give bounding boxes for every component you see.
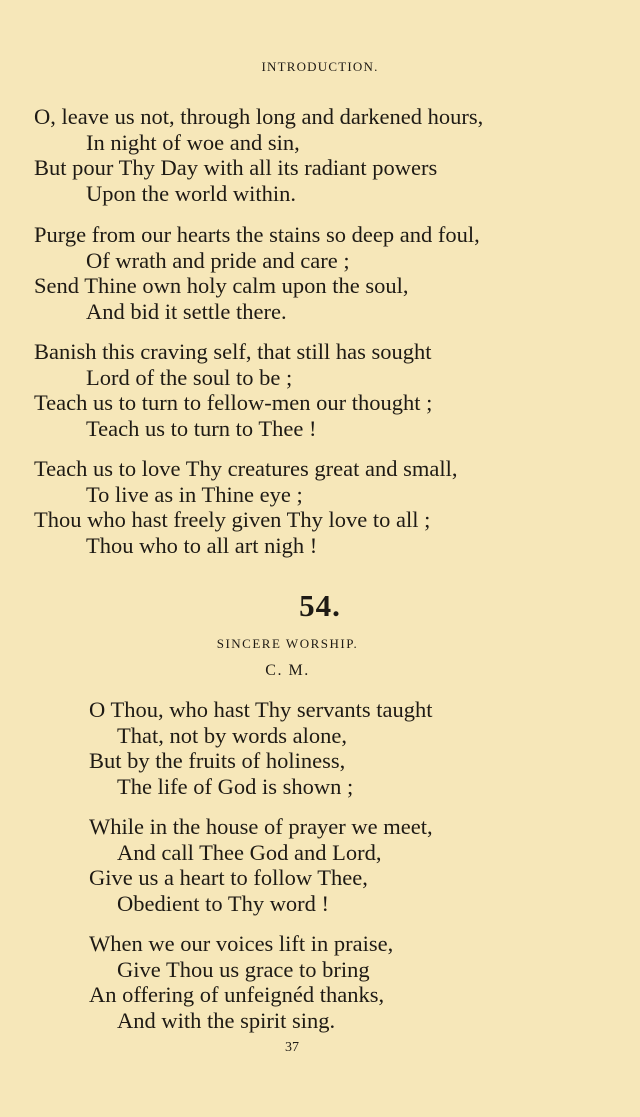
- hymn-stanza-1: [89, 697, 433, 799]
- verse-line: In night of woe and sin,: [86, 129, 300, 155]
- verse-line: And call Thee God and Lord,: [117, 839, 382, 865]
- stanza-3: [34, 339, 432, 441]
- page-number: 37: [285, 1040, 299, 1055]
- running-header: INTRODUCTION.: [261, 59, 379, 74]
- verse-line: Banish this craving self, that still has sought: [34, 339, 432, 364]
- verse-line: Lord of the soul to be ;: [86, 364, 293, 390]
- verse-line: Of wrath and pride and care ;: [86, 247, 350, 273]
- verse-line: And with the spirit sing.: [117, 1007, 336, 1033]
- verse-line: When we our voices lift in praise,: [89, 931, 394, 956]
- verse-line: Teach us to turn to fellow-men our thought ;: [34, 390, 433, 416]
- stanza-1: [34, 104, 483, 206]
- verse-line: Purge from our hearts the stains so deep and foul,: [34, 222, 480, 247]
- hymn-stanza-3: [89, 931, 393, 1033]
- verse-line: Teach us to love Thy creatures great and small,: [34, 456, 458, 481]
- hymn-meter: C. M.: [265, 662, 310, 679]
- verse-line: Obedient to Thy word !: [117, 890, 330, 916]
- verse-line: The life of God is shown ;: [117, 773, 354, 799]
- verse-line: But pour Thy Day with all its radiant powers: [34, 155, 438, 181]
- stanza-4: [34, 456, 457, 558]
- verse-line: And bid it settle there.: [86, 298, 287, 324]
- verse-line: Send Thine own holy calm upon the soul,: [34, 273, 409, 299]
- verse-line: While in the house of prayer we meet,: [89, 814, 433, 839]
- hymn-stanza-2: [89, 814, 433, 916]
- verse-line: Thou who to all art nigh !: [86, 532, 318, 558]
- verse-line: That, not by words alone,: [117, 722, 347, 748]
- verse-line: Give Thou us grace to bring: [117, 956, 370, 982]
- hymn-title: SINCERE WORSHIP.: [216, 636, 359, 651]
- verse-line: But by the fruits of holiness,: [89, 748, 346, 774]
- verse-line: Upon the world within.: [86, 180, 296, 206]
- verse-line: Thou who hast freely given Thy love to all ;: [34, 507, 431, 533]
- hymn-number: 54.: [299, 588, 341, 623]
- verse-line: O, leave us not, through long and darkened hours,: [34, 104, 484, 129]
- verse-line: An offering of unfeignéd thanks,: [89, 982, 385, 1008]
- verse-line: To live as in Thine eye ;: [86, 481, 303, 507]
- verse-line: Give us a heart to follow Thee,: [89, 865, 368, 891]
- verse-line: Teach us to turn to Thee !: [86, 415, 317, 441]
- stanza-2: [34, 222, 480, 324]
- verse-line: O Thou, who hast Thy servants taught: [89, 697, 433, 722]
